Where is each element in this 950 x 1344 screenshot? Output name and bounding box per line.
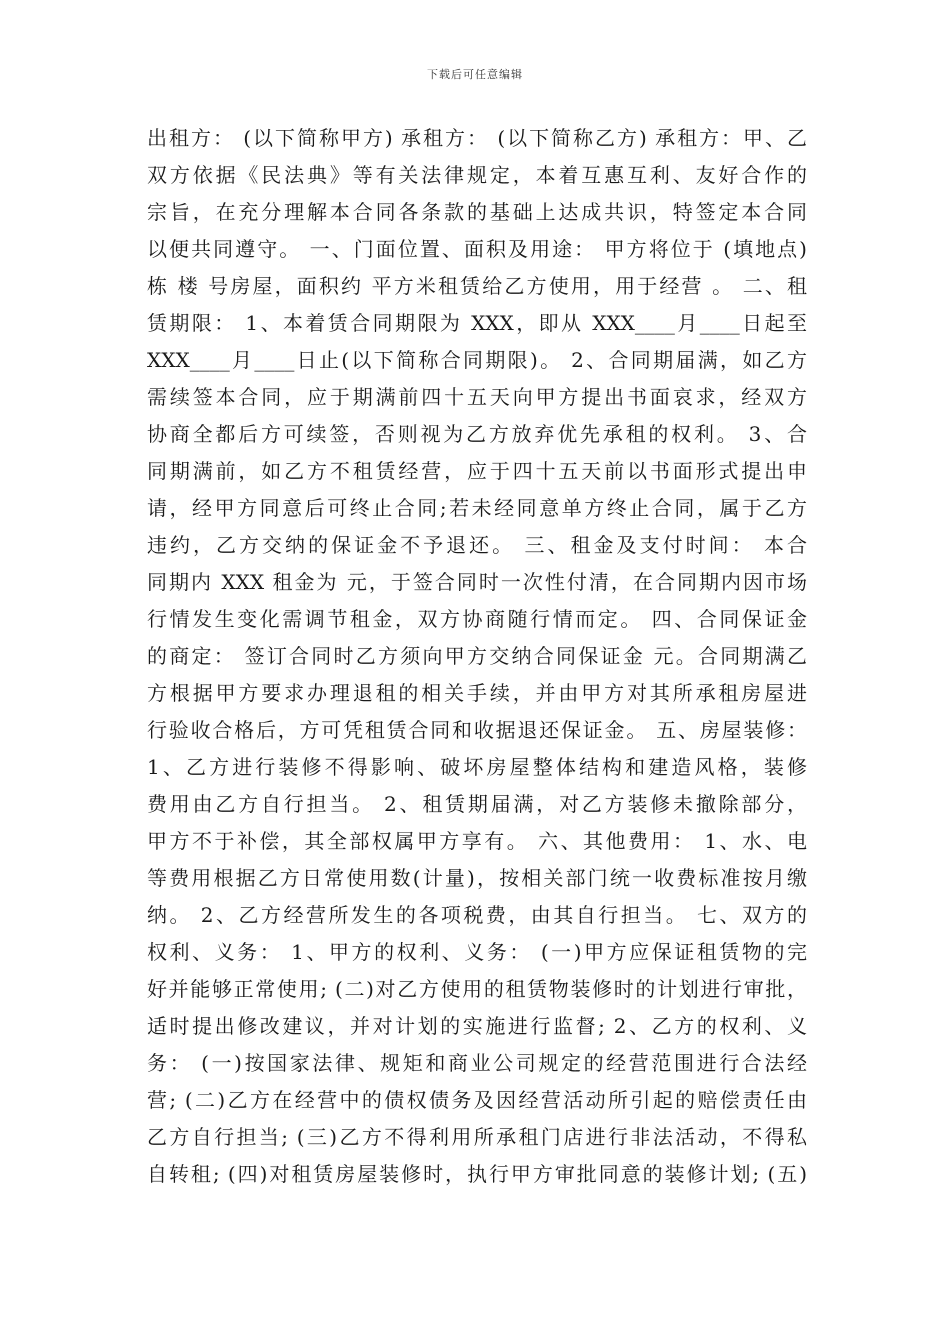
text-line: 乙方自行担当; (三)乙方不得利用所承租门店进行非法活动，不得私 <box>147 1125 807 1149</box>
text-line: 赁期限： 1、本着赁合同期限为 XXX，即从 XXX____月____日起至 <box>147 311 807 335</box>
text-line: 出租方： (以下简称甲方) 承租方： (以下简称乙方) 承租方：甲、乙 <box>147 126 807 150</box>
text-line: 违约，乙方交纳的保证金不予退还。 三、租金及支付时间： 本合 <box>147 533 807 557</box>
text-line: 自转租; (四)对租赁房屋装修时，执行甲方审批同意的装修计划; (五) <box>147 1162 807 1186</box>
text-line: 等费用根据乙方日常使用数(计量)，按相关部门统一收费标准按月缴 <box>147 866 807 890</box>
text-line: 1、乙方进行装修不得影响、破坏房屋整体结构和建造风格，装修 <box>147 755 807 779</box>
text-line: 行情发生变化需调节租金，双方协商随行情而定。 四、合同保证金 <box>147 607 807 631</box>
text-line: 好并能够正常使用; (二)对乙方使用的租赁物装修时的计划进行审批， <box>147 977 807 1001</box>
text-line: 行验收合格后，方可凭租赁合同和收据退还保证金。 五、房屋装修： <box>147 718 807 742</box>
text-line: 费用由乙方自行担当。 2、租赁期届满，对乙方装修未撤除部分， <box>147 792 807 816</box>
text-line: 栋 楼 号房屋，面积约 平方米租赁给乙方使用，用于经营 。 二、租 <box>147 274 807 298</box>
text-line: 同期内 XXX 租金为 元，于签合同时一次性付清，在合同期内因市场 <box>147 570 807 594</box>
contract-body <box>147 120 807 1193</box>
text-line: 以便共同遵守。 一、门面位置、面积及用途： 甲方将位于 (填地点) <box>147 237 807 261</box>
text-line: 需续签本合同，应于期满前四十五天向甲方提出书面哀求，经双方 <box>147 385 807 409</box>
page-header: 下载后可任意编辑 <box>427 68 523 81</box>
text-line: 双方依据《民法典》等有关法律规定，本着互惠互利、友好合作的 <box>147 163 807 187</box>
text-line: 权利、义务： 1、甲方的权利、义务： (一)甲方应保证租赁物的完 <box>147 940 807 964</box>
text-line: 同期满前，如乙方不租赁经营，应于四十五天前以书面形式提出申 <box>147 459 807 483</box>
text-line: XXX____月____日止(以下简称合同期限)。 2、合同期届满，如乙方 <box>147 348 807 372</box>
text-line: 方根据甲方要求办理退租的相关手续，并由甲方对其所承租房屋进 <box>147 681 807 705</box>
text-line: 的商定： 签订合同时乙方须向甲方交纳合同保证金 元。合同期满乙 <box>147 644 807 668</box>
text-line: 务： (一)按国家法律、规矩和商业公司规定的经营范围进行合法经 <box>147 1051 807 1075</box>
text-line: 营; (二)乙方在经营中的债权债务及因经营活动所引起的赔偿责任由 <box>147 1088 807 1112</box>
text-line: 纳。 2、乙方经营所发生的各项税费，由其自行担当。 七、双方的 <box>147 903 807 927</box>
text-line: 协商全都后方可续签，否则视为乙方放弃优先承租的权利。 3、合 <box>147 422 807 446</box>
text-line: 甲方不于补偿，其全部权属甲方享有。 六、其他费用： 1、水、电 <box>147 829 807 853</box>
text-line: 宗旨，在充分理解本合同各条款的基础上达成共识，特签定本合同 <box>147 200 807 224</box>
text-line: 适时提出修改建议，并对计划的实施进行监督; 2、乙方的权利、义 <box>147 1014 807 1038</box>
text-line: 请，经甲方同意后可终止合同;若未经同意单方终止合同，属于乙方 <box>147 496 807 520</box>
